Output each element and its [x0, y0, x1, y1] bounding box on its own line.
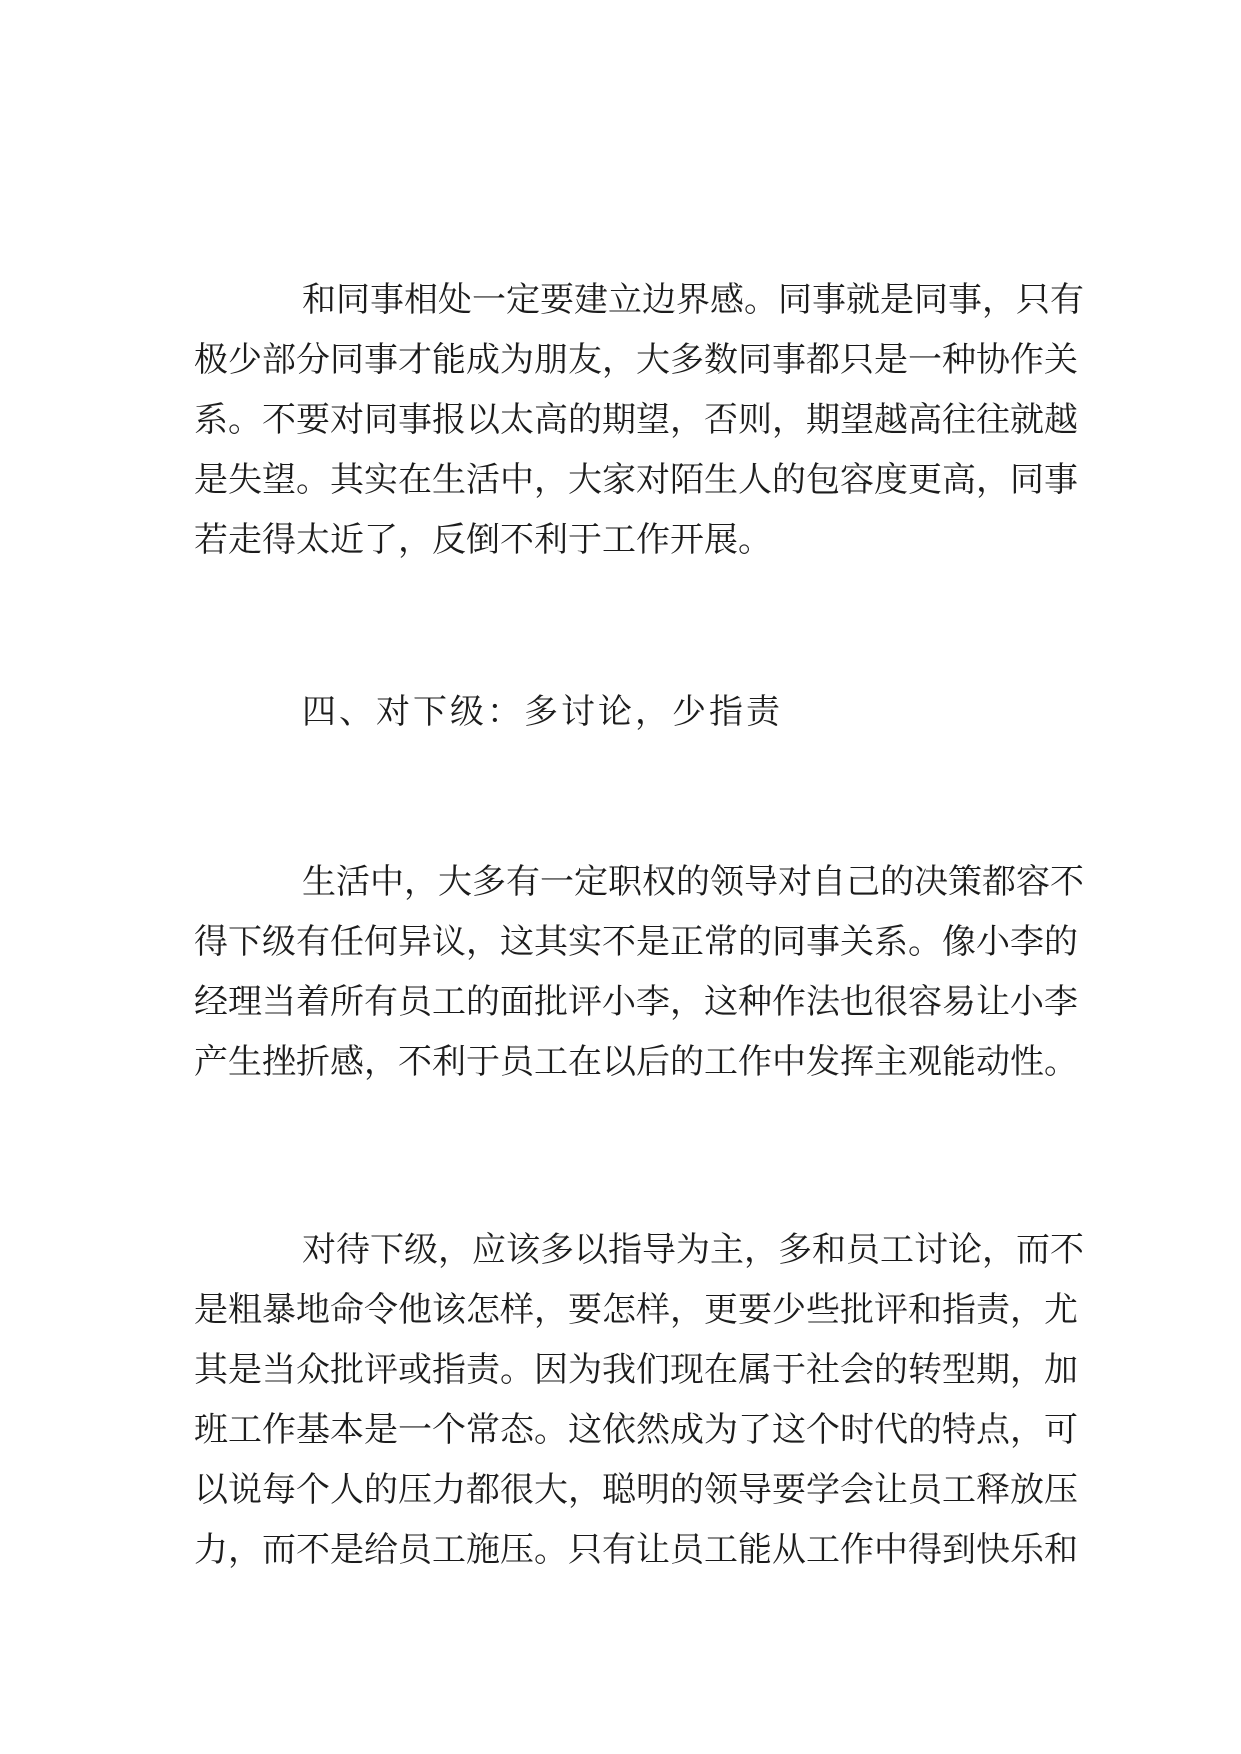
section-heading: 四、对下级：多讨论，少指责 — [302, 692, 783, 732]
paragraph-2-line-3: 经理当着所有员工的面批评小李，这种作法也很容易让小李 — [194, 982, 1078, 1022]
paragraph-1-line-2: 极少部分同事才能成为朋友，大多数同事都只是一种协作关 — [194, 340, 1078, 380]
paragraph-3-line-5: 以说每个人的压力都很大，聪明的领导要学会让员工释放压 — [194, 1470, 1078, 1510]
paragraph-1-line-5: 若走得太近了，反倒不利于工作开展。 — [194, 520, 772, 560]
paragraph-2-line-2: 得下级有任何异议，这其实不是正常的同事关系。像小李的 — [194, 922, 1078, 962]
paragraph-1-line-3: 系。不要对同事报以太高的期望，否则，期望越高往往就越 — [194, 400, 1078, 440]
paragraph-1-line-1: 和同事相处一定要建立边界感。同事就是同事，只有 — [302, 280, 1084, 320]
paragraph-3-line-4: 班工作基本是一个常态。这依然成为了这个时代的特点，可 — [194, 1410, 1078, 1450]
paragraph-3-line-1: 对待下级，应该多以指导为主，多和员工讨论，而不 — [302, 1230, 1084, 1270]
paragraph-3-line-3: 其是当众批评或指责。因为我们现在属于社会的转型期，加 — [194, 1350, 1078, 1390]
paragraph-2-line-4: 产生挫折感，不利于员工在以后的工作中发挥主观能动性。 — [194, 1042, 1078, 1082]
paragraph-3-line-6: 力，而不是给员工施压。只有让员工能从工作中得到快乐和 — [194, 1530, 1078, 1570]
paragraph-3-line-2: 是粗暴地命令他该怎样，要怎样，更要少些批评和指责，尤 — [194, 1290, 1078, 1330]
paragraph-1-line-4: 是失望。其实在生活中，大家对陌生人的包容度更高，同事 — [194, 460, 1078, 500]
paragraph-2-line-1: 生活中，大多有一定职权的领导对自己的决策都容不 — [302, 862, 1084, 902]
